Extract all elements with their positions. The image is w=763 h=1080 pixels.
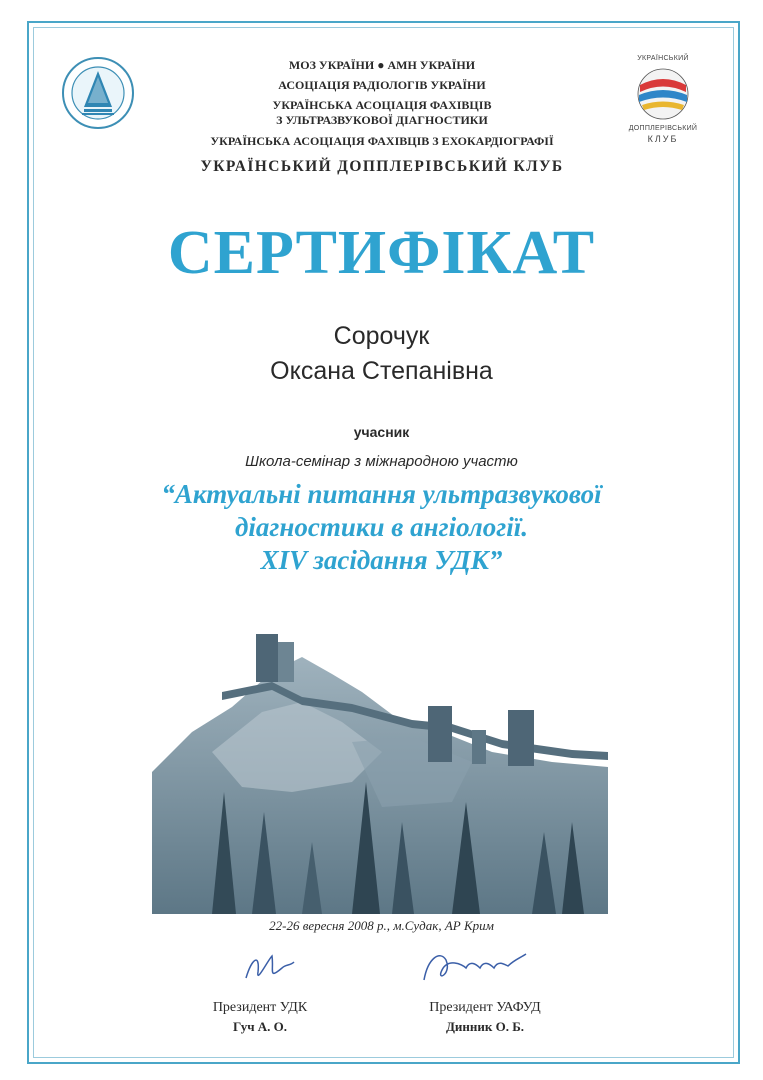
association-emblem-icon <box>60 55 136 131</box>
recipient-role: учасник <box>353 424 410 440</box>
club-name: УКРАЇНСЬКИЙ ДОППЛЕРІВСЬКИЙ КЛУБ <box>200 158 564 175</box>
header-line-4: З УЛЬТРАЗВУКОВОЇ ДІАГНОСТИКИ <box>276 113 488 127</box>
event-topic-line-1: “Актуальні питання ультразвукової <box>161 479 602 509</box>
left-signatory-title: Президент УДК <box>212 1000 308 1015</box>
certificate-title: СЕРТИФІКАТ <box>167 219 596 287</box>
event-type: Школа-семінар з міжнародною участю <box>245 453 518 470</box>
header-line-2: АСОЦІАЦІЯ РАДІОЛОГІВ УКРАЇНИ <box>278 78 486 92</box>
left-signatory-name: Гуч А. О. <box>232 1019 288 1034</box>
club-logo-bottom-text: ДОППЛЕРІВСЬКИЙ <box>628 125 698 132</box>
header-line-5: УКРАЇНСЬКА АСОЦІАЦІЯ ФАХІВЦІВ З ЕХОКАРДІОГРАФІЇ <box>210 134 554 148</box>
fortress-photo <box>152 612 608 914</box>
event-dateline: 22-26 вересня 2008 р., м.Судак, АР Крим <box>269 918 494 933</box>
club-logo-club-text: КЛУБ <box>647 134 679 144</box>
right-signatory-name: Динник О. Б. <box>445 1019 525 1034</box>
club-logo-top-text: УКРАЇНСЬКИЙ <box>637 55 689 62</box>
doppler-club-logo-icon <box>628 55 698 145</box>
event-topic-line-3: XIV засідання УДК” <box>260 545 503 575</box>
header-line-1: МОЗ УКРАЇНИ ● АМН УКРАЇНИ <box>288 58 476 72</box>
header-line-3: УКРАЇНСЬКА АСОЦІАЦІЯ ФАХІВЦІВ <box>272 98 492 112</box>
recipient-surname: Сорочук <box>333 322 430 350</box>
right-signature-icon <box>418 944 528 995</box>
recipient-given-names: Оксана Степанівна <box>270 357 493 385</box>
right-signatory-title: Президент УАФУД <box>429 1000 541 1015</box>
left-signature-icon <box>238 948 298 993</box>
event-topic-line-2: діагностики в ангіології. <box>235 512 528 542</box>
